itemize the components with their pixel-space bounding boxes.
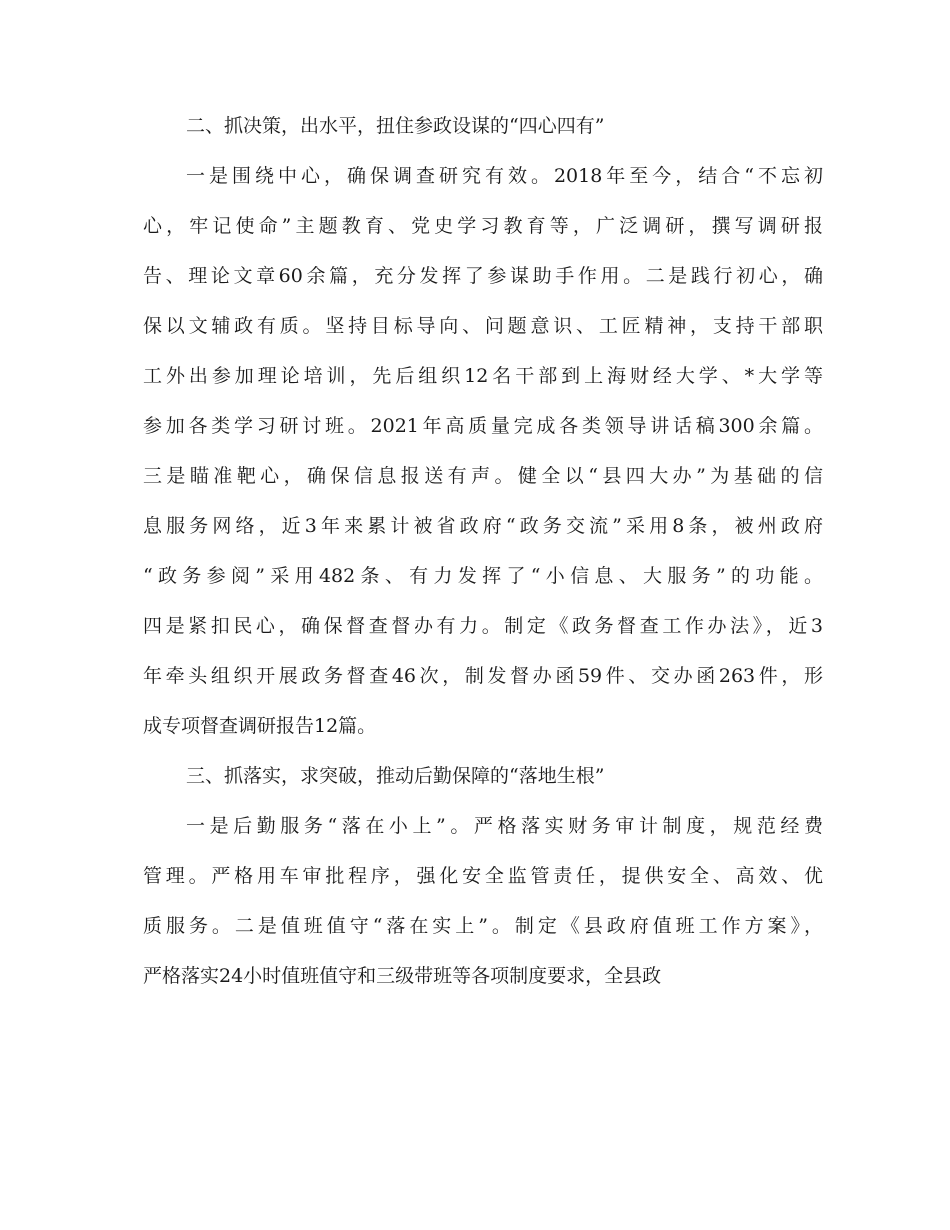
paragraph-line: 成专项督查调研报告12篇。 (143, 715, 377, 737)
paragraph-line: 参加各类学习研讨班。2021年高质量完成各类领导讲话稿300余篇。 (143, 415, 823, 437)
paragraph-line: 管理。严格用车审批程序，强化安全监管责任，提供安全、高效、优 (143, 865, 823, 887)
paragraph-line: 保以文辅政有质。坚持目标导向、问题意识、工匠精神，支持干部职 (143, 315, 823, 337)
section-heading-2: 二、抓决策，出水平，扭住参政设谋的“四心四有” (186, 115, 605, 137)
paragraph-line: 三是瞄准靶心，确保信息报送有声。健全以“县四大办”为基础的信 (143, 465, 823, 487)
paragraph-line: 四是紧扣民心，确保督查督办有力。制定《政务督查工作办法》，近3 (143, 615, 823, 637)
section-heading-3: 三、抓落实，求突破，推动后勤保障的“落地生根” (186, 765, 605, 787)
paragraph-line: 心，牢记使命”主题教育、党史学习教育等，广泛调研，撰写调研报 (143, 215, 823, 237)
paragraph-line: 息服务网络，近3年来累计被省政府“政务交流”采用8条，被州政府 (143, 515, 823, 537)
paragraph-line: 告、理论文章60余篇，充分发挥了参谋助手作用。二是践行初心，确 (143, 265, 823, 287)
paragraph-line: “政务参阅”采用482条、有力发挥了“小信息、大服务”的功能。 (143, 565, 823, 587)
paragraph-line: 一是后勤服务“落在小上”。严格落实财务审计制度，规范经费 (186, 815, 823, 837)
paragraph-line: 严格落实24小时值班值守和三级带班等各项制度要求，全县政 (143, 965, 662, 987)
paragraph-line: 一是围绕中心，确保调查研究有效。2018年至今，结合“不忘初 (186, 165, 823, 187)
paragraph-line: 工外出参加理论培训，先后组织12名干部到上海财经大学、*大学等 (143, 365, 823, 387)
paragraph-line: 年牵头组织开展政务督查46次，制发督办函59件、交办函263件，形 (143, 665, 823, 687)
paragraph-line: 质服务。二是值班值守“落在实上”。制定《县政府值班工作方案》， (143, 915, 823, 937)
